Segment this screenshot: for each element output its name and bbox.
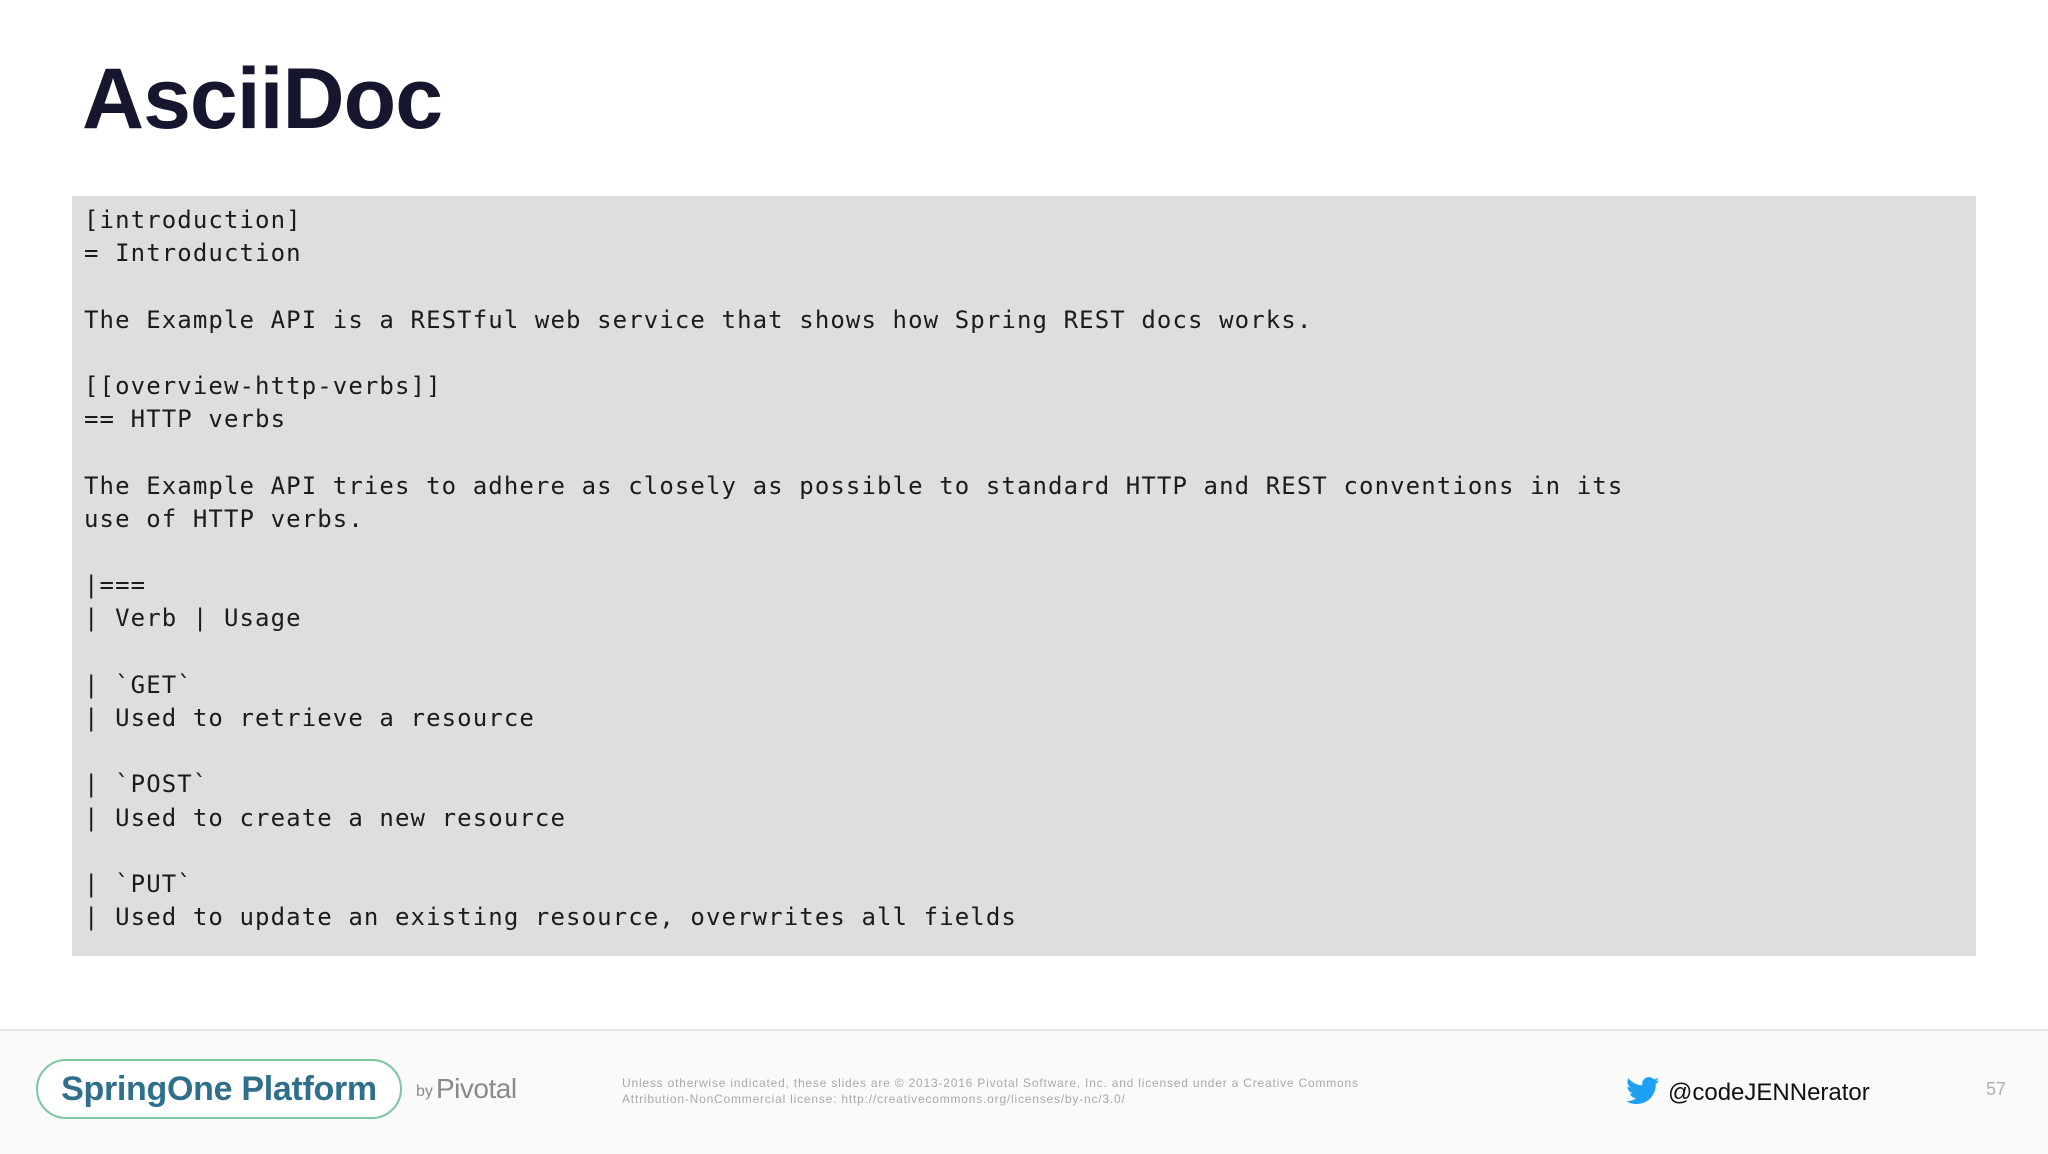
page-number: 57 (1986, 1079, 2007, 1099)
brand-by-text: by (416, 1083, 433, 1100)
footer (0, 1029, 2048, 1154)
license-line-2: Attribution-NonCommercial license: http://creativecommons.org/licenses/by-nc/3.0/ (622, 1092, 1126, 1106)
slide-title: AsciiDoc (82, 51, 443, 147)
asciidoc-code: [introduction] = Introduction The Example API is a RESTful web service that shows how Spring REST docs works. [[overview-http-verbs]] == HTTP verbs The Example API tries to adhere as closely as possible to standard HTTP and REST conventions in its use of HTTP verbs. |=== | Verb | Usage | `GET` | Used to retrieve a resource | `POST` | Used to create a new resource | `PUT` | Used to update an existing resource, overwrites all fields (84, 206, 1624, 932)
brand-text: SpringOne Platform (61, 1069, 377, 1108)
twitter-handle: @codeJENNerator (1668, 1079, 1870, 1106)
code-block (72, 196, 1976, 956)
license-line-1: Unless otherwise indicated, these slides are © 2013-2016 Pivotal Software, Inc. and licensed under a Creative Commons (622, 1076, 1359, 1090)
springone-platform-logo (36, 1059, 402, 1119)
pivotal-logo-text: Pivotal (436, 1073, 517, 1104)
twitter-bird-icon (1626, 1077, 1660, 1105)
license-notice (622, 1075, 1359, 1107)
